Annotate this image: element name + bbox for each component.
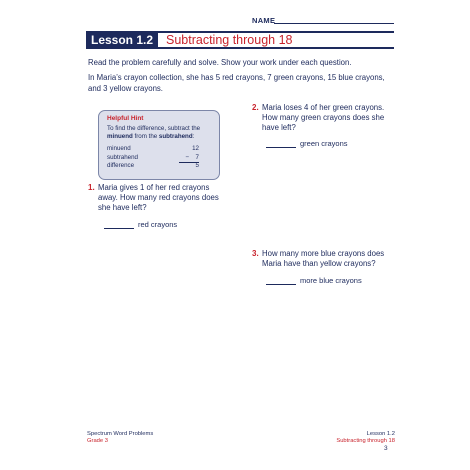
minus-sign: − (185, 153, 189, 161)
hint-text: To find the difference, subtract the minuend from the subtrahend: (107, 125, 201, 140)
hint-term-subtrahend: subtrahend (158, 133, 193, 140)
question-number: 2. (252, 103, 259, 112)
footer-lesson-title: Subtracting through 18 (336, 438, 395, 444)
answer-blank[interactable] (266, 147, 296, 148)
name-blank-line[interactable] (274, 23, 394, 24)
answer-3 (266, 276, 362, 285)
name-field[interactable] (252, 16, 394, 28)
lesson-header (86, 31, 394, 49)
name-label: NAME (252, 16, 276, 25)
book-title: Spectrum Word Problems (87, 431, 154, 437)
lesson-title: Subtracting through 18 (166, 33, 293, 47)
footer-lesson: Lesson 1.2 (366, 431, 395, 437)
question-text: Maria gives 1 of her red crayons away. How many red crayons does she have left? (98, 183, 219, 212)
instructions: Read the problem carefully and solve. Show your work under each question. (88, 58, 352, 67)
answer-blank[interactable] (266, 284, 296, 285)
answer-unit: green crayons (300, 139, 348, 148)
page-number: 3 (384, 445, 388, 452)
hint-row-difference: difference 5 (107, 162, 199, 169)
answer-blank[interactable] (104, 228, 134, 229)
hint-example-table (107, 145, 199, 171)
answer-2 (266, 139, 348, 148)
answer-unit: more blue crayons (300, 276, 362, 285)
intro-paragraph: In Maria’s crayon collection, she has 5 red crayons, 7 green crayons, 15 blue crayons, and 3 yellow crayons. (88, 73, 385, 93)
footer-right (320, 431, 395, 445)
question-text: How many more blue crayons does Maria have than yellow crayons? (262, 249, 385, 268)
grade-label: Grade 3 (87, 438, 108, 444)
hint-row-minuend: minuend 12 (107, 145, 199, 152)
answer-1 (104, 220, 177, 229)
question-number: 1. (88, 183, 95, 192)
answer-unit: red crayons (138, 220, 178, 229)
hint-row-subtrahend: subtrahend − 7 (107, 153, 199, 161)
hint-title: Helpful Hint (107, 115, 144, 122)
hint-term-minuend: minuend (107, 133, 133, 140)
footer-left (87, 431, 153, 445)
lesson-number: Lesson 1.2 (86, 31, 158, 49)
question-text: Maria loses 4 of her green crayons. How many green crayons does she have left? (262, 103, 385, 132)
helpful-hint-box (98, 110, 220, 180)
question-number: 3. (252, 249, 259, 258)
